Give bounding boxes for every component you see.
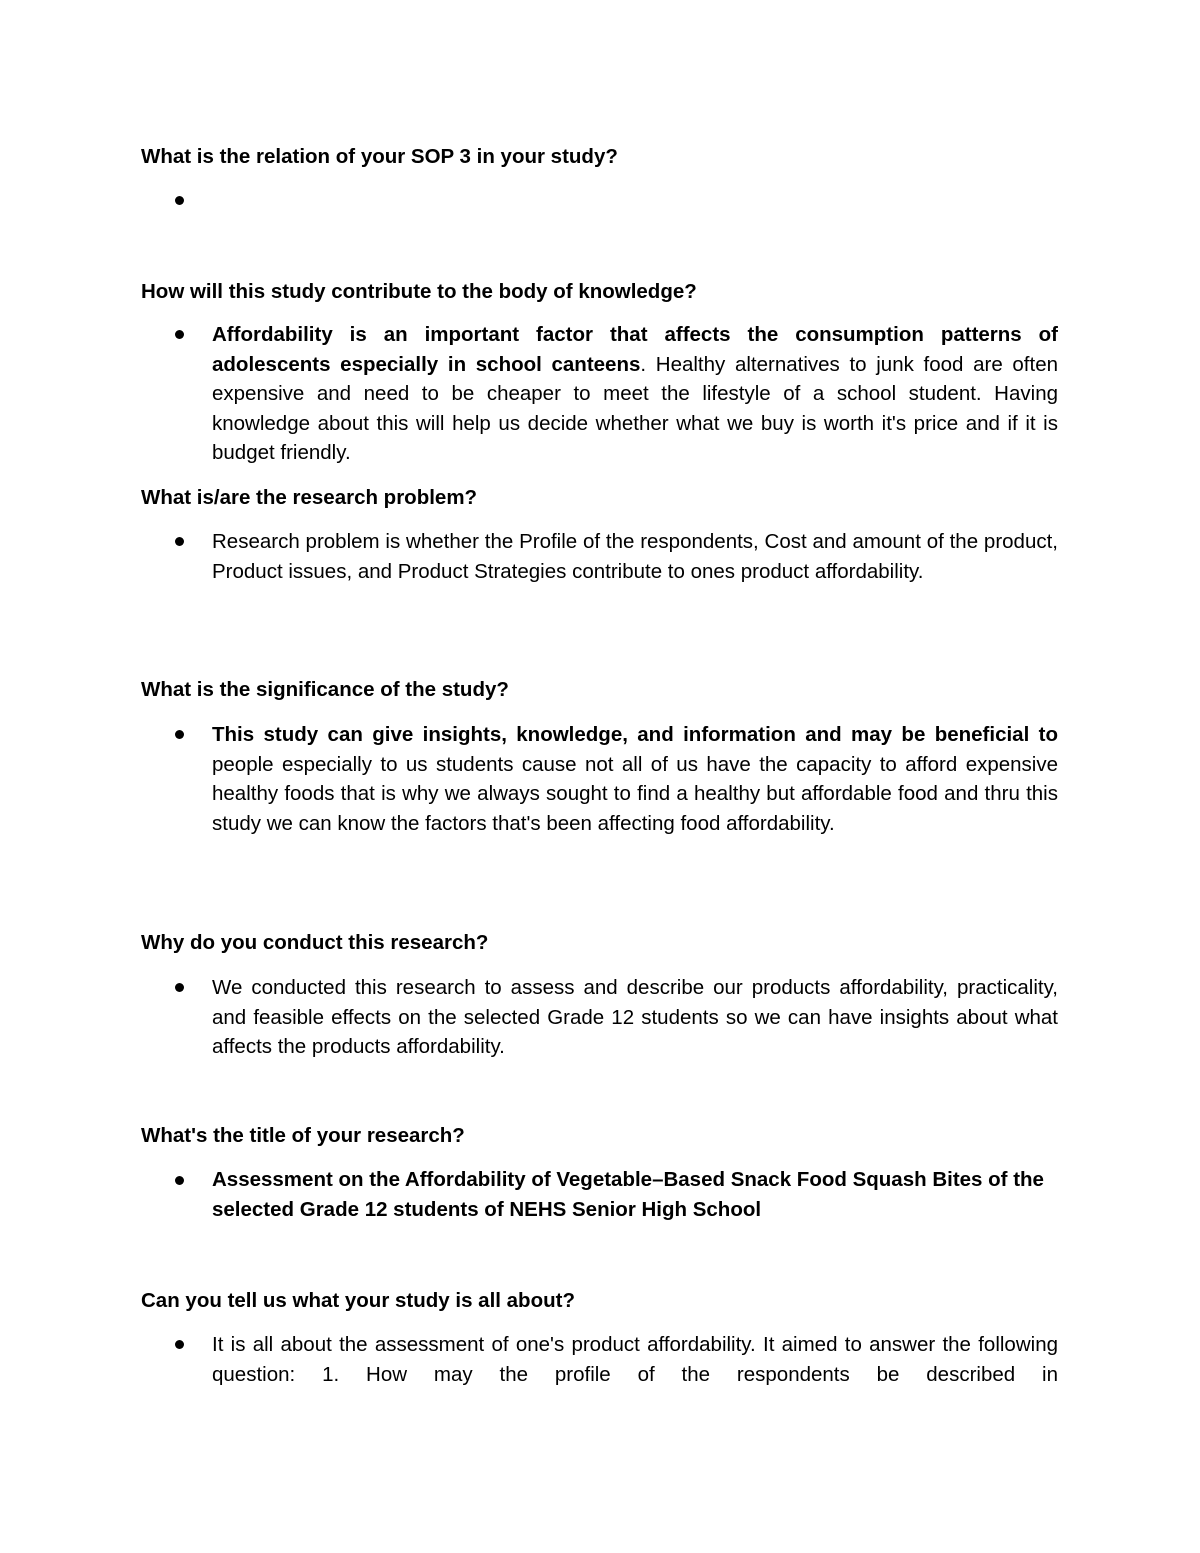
- question-title: What's the title of your research?: [141, 1124, 465, 1147]
- answer-title: Assessment on the Affordability of Vegetable–Based Snack Food Squash Bites of the selected Grade 12 students of NEHS Senior High School: [212, 1168, 1044, 1221]
- question-why-conduct: Why do you conduct this research?: [141, 931, 489, 954]
- answer-study-about: It is all about the assessment of one's product affordability. It aimed to answer the following question: 1. How may the profile of the respondents be described in: [212, 1333, 1058, 1386]
- bullet-icon: [175, 983, 184, 992]
- bullet-icon: [175, 330, 184, 339]
- answer-contribution-bold: Affordability is an important factor that affects the consumption patterns of adolescents especially in school canteens: [212, 323, 1058, 376]
- answer-contribution-text: . Healthy alternatives to junk food are often expensive and need to be cheaper to meet the lifestyle of a school student. Having knowledge about this will help us decide whether what we buy is worth it's price and if it is budget friendly.: [212, 352, 1059, 465]
- question-research-problem: What is/are the research problem?: [141, 486, 478, 509]
- question-significance: What is the significance of the study?: [141, 678, 509, 701]
- answer-significance: [212, 720, 1058, 838]
- question-sop3: What is the relation of your SOP 3 in your study?: [141, 145, 618, 168]
- bullet-icon: [175, 537, 184, 546]
- answer-why-conduct: We conducted this research to assess and describe our products affordability, practicality, and feasible effects on the selected Grade 12 students so we can have insights about what affects the products affordability.: [212, 976, 1058, 1059]
- question-contribution: How will this study contribute to the body of knowledge?: [141, 280, 697, 303]
- bullet-icon: [175, 1176, 184, 1185]
- bullet-icon: [175, 1340, 184, 1349]
- answer-significance-text: people especially to us students cause not all of us have the capacity to afford expensive healthy foods that is why we always sought to find a healthy but affordable food and thru this study we can know the factors that's been affecting food affordability.: [212, 752, 1058, 835]
- answer-significance-bold: This study can give insights, knowledge, and information and may be beneficial to: [212, 723, 1058, 746]
- answer-contribution: [212, 320, 1058, 468]
- bullet-icon: [175, 730, 184, 739]
- answer-research-problem: Research problem is whether the Profile of the respondents, Cost and amount of the product, Product issues, and Product Strategies contribute to ones product affordability.: [212, 530, 1058, 583]
- bullet-icon: [175, 196, 184, 205]
- question-study-about: Can you tell us what your study is all about?: [141, 1289, 575, 1312]
